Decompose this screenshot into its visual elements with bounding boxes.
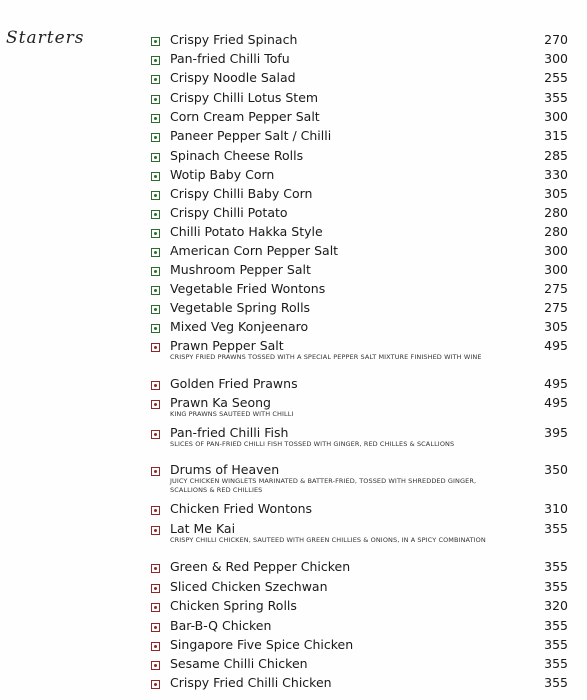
item-description: CRISPY FRIED PRAWNS TOSSED WITH A SPECIAL PEPPER SALT MIXTURE FINISHED WITH WINE [170, 353, 482, 361]
item-name: Bar-B-Q Chicken [170, 618, 272, 633]
item-name: Crispy Chilli Lotus Stem [170, 90, 319, 105]
item-price: 395 [544, 425, 568, 440]
veg-marker-icon [151, 210, 160, 219]
item-price: 280 [544, 224, 568, 239]
item-name: Chicken Fried Wontons [170, 501, 313, 516]
item-name: Vegetable Spring Rolls [170, 300, 311, 315]
item-price: 355 [544, 521, 568, 536]
item-description: CRISPY CHILLI CHICKEN, SAUTEED WITH GREEN CHILLIES & ONIONS, IN A SPICY COMBINATION [170, 536, 486, 544]
nonveg-marker-icon [151, 467, 160, 476]
item-price: 300 [544, 243, 568, 258]
veg-marker-icon [151, 229, 160, 238]
item-price: 355 [544, 90, 568, 105]
item-name: Crispy Fried Spinach [170, 32, 298, 47]
item-price: 300 [544, 109, 568, 124]
item-name: Crispy Chilli Baby Corn [170, 186, 313, 201]
item-name: American Corn Pepper Salt [170, 243, 339, 258]
veg-marker-icon [151, 267, 160, 276]
item-price: 300 [544, 51, 568, 66]
item-name: Mushroom Pepper Salt [170, 262, 311, 277]
nonveg-marker-icon [151, 623, 160, 632]
item-name: Prawn Pepper Salt [170, 338, 284, 353]
veg-marker-icon [151, 95, 160, 104]
nonveg-marker-icon [151, 381, 160, 390]
item-price: 355 [544, 675, 568, 690]
item-price: 355 [544, 637, 568, 652]
veg-marker-icon [151, 153, 160, 162]
item-name: Pan-fried Chilli Fish [170, 425, 289, 440]
nonveg-marker-icon [151, 564, 160, 573]
item-name: Sliced Chicken Szechwan [170, 579, 328, 594]
veg-marker-icon [151, 286, 160, 295]
nonveg-marker-icon [151, 526, 160, 535]
item-name: Drums of Heaven [170, 462, 280, 477]
item-name: Paneer Pepper Salt / Chilli [170, 128, 332, 143]
veg-marker-icon [151, 191, 160, 200]
item-price: 310 [544, 501, 568, 516]
item-name: Prawn Ka Seong [170, 395, 271, 410]
item-price: 495 [544, 376, 568, 391]
item-name: Vegetable Fried Wontons [170, 281, 326, 296]
item-name: Wotip Baby Corn [170, 167, 275, 182]
item-name: Spinach Cheese Rolls [170, 148, 304, 163]
veg-marker-icon [151, 305, 160, 314]
item-price: 285 [544, 148, 568, 163]
nonveg-marker-icon [151, 343, 160, 352]
item-name: Pan-fried Chilli Tofu [170, 51, 290, 66]
item-price: 355 [544, 618, 568, 633]
nonveg-marker-icon [151, 506, 160, 515]
item-name: Crispy Chilli Potato [170, 205, 288, 220]
item-price: 255 [544, 70, 568, 85]
item-name: Chilli Potato Hakka Style [170, 224, 323, 239]
item-price: 495 [544, 338, 568, 353]
item-description: KING PRAWNS SAUTEED WITH CHILLI [170, 410, 294, 418]
item-price: 355 [544, 579, 568, 594]
item-name: Corn Cream Pepper Salt [170, 109, 320, 124]
item-price: 275 [544, 300, 568, 315]
item-price: 270 [544, 32, 568, 47]
item-price: 280 [544, 205, 568, 220]
item-description: SLICES OF PAN-FRIED CHILLI FISH TOSSED WITH GINGER, RED CHILLES & SCALLIONS [170, 440, 455, 448]
menu-list [148, 0, 580, 700]
item-price: 315 [544, 128, 568, 143]
item-name: Green & Red Pepper Chicken [170, 559, 351, 574]
item-price: 275 [544, 281, 568, 296]
item-price: 320 [544, 598, 568, 613]
veg-marker-icon [151, 324, 160, 333]
section-title: Starters [6, 28, 85, 48]
nonveg-marker-icon [151, 680, 160, 689]
item-price: 305 [544, 319, 568, 334]
item-name: Sesame Chilli Chicken [170, 656, 308, 671]
item-description: JUICY CHICKEN WINGLETS MARINATED & BATTER-FRIED, TOSSED WITH SHREDDED GINGER, SCALLIONS & RED CHILLIES [170, 477, 477, 494]
item-name: Crispy Noodle Salad [170, 70, 296, 85]
nonveg-marker-icon [151, 603, 160, 612]
nonveg-marker-icon [151, 642, 160, 651]
nonveg-marker-icon [151, 661, 160, 670]
item-name: Chicken Spring Rolls [170, 598, 297, 613]
item-name: Lat Me Kai [170, 521, 236, 536]
veg-marker-icon [151, 37, 160, 46]
item-price: 300 [544, 262, 568, 277]
veg-marker-icon [151, 133, 160, 142]
item-name: Crispy Fried Chilli Chicken [170, 675, 332, 690]
item-price: 305 [544, 186, 568, 201]
item-price: 495 [544, 395, 568, 410]
veg-marker-icon [151, 75, 160, 84]
veg-marker-icon [151, 114, 160, 123]
veg-marker-icon [151, 172, 160, 181]
veg-marker-icon [151, 248, 160, 257]
item-price: 355 [544, 656, 568, 671]
nonveg-marker-icon [151, 400, 160, 409]
nonveg-marker-icon [151, 584, 160, 593]
item-price: 330 [544, 167, 568, 182]
item-price: 350 [544, 462, 568, 477]
veg-marker-icon [151, 56, 160, 65]
item-name: Golden Fried Prawns [170, 376, 298, 391]
item-name: Mixed Veg Konjeenaro [170, 319, 309, 334]
item-name: Singapore Five Spice Chicken [170, 637, 354, 652]
item-price: 355 [544, 559, 568, 574]
nonveg-marker-icon [151, 430, 160, 439]
